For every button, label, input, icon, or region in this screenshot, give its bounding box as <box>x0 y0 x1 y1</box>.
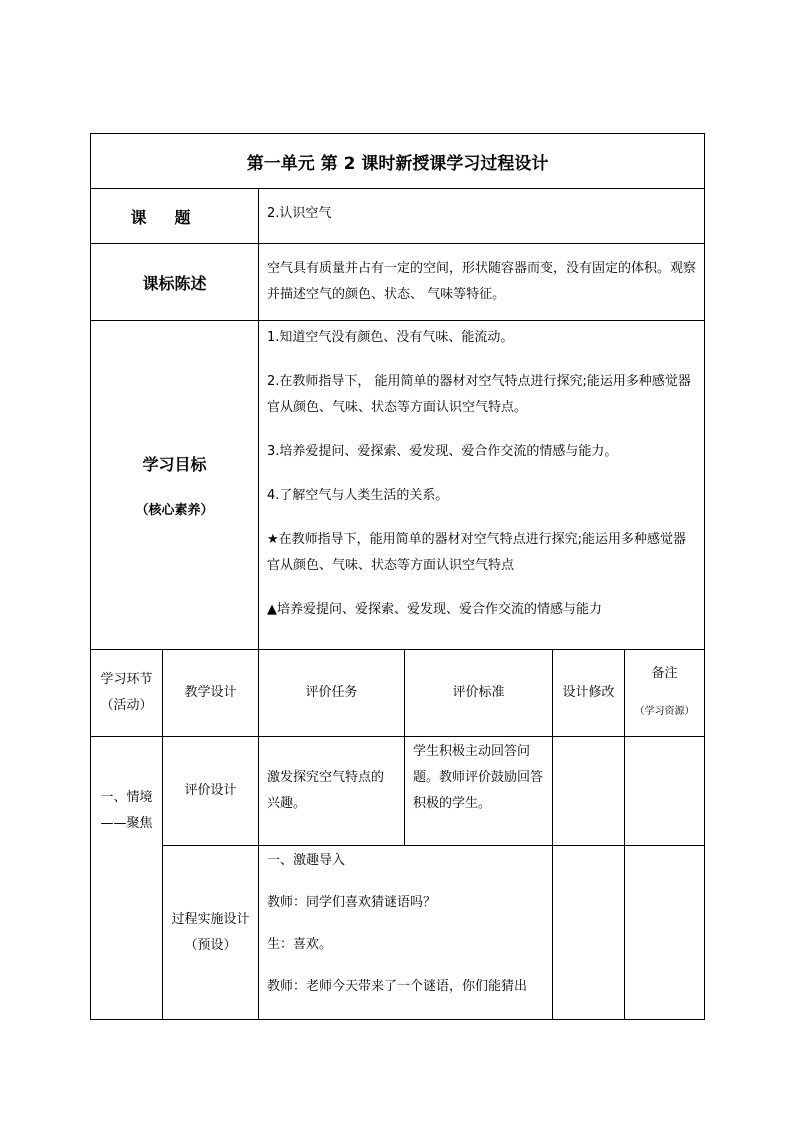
objectives-label-cell <box>91 321 259 650</box>
objective-item: ▲培养爱提问、爱探索、爱发现、爱合作交流的情感与能力 <box>267 602 602 617</box>
objective-item: ★在教师指导下，能用简单的器材对空气特点进行探究;能运用多种感觉器官从颜色、气味、状态等方面认识空气特点 <box>267 532 687 573</box>
objective-item: 2.在教师指导下， 能用简单的器材对空气特点进行探究;能运用多种感觉器官从颜色、气味、状态等方面认识空气特点。 <box>267 374 691 415</box>
col-header-task: 评价任务 <box>259 650 405 737</box>
stage-1-name: 一、情境——聚焦 <box>91 737 163 1020</box>
col-header-notes-sub: （学习资源） <box>634 706 695 717</box>
eval-criteria: 学生积极主动回答问题。教师评价鼓励回答积极的学生。 <box>405 737 553 846</box>
document-title: 第一单元 第 2 课时新授课学习过程设计 <box>91 134 705 189</box>
topic-label: 课题 <box>130 207 219 227</box>
process-notes-cell <box>625 846 705 1020</box>
col-header-revise: 设计修改 <box>553 650 625 737</box>
eval-notes-cell <box>625 737 705 846</box>
col-header-criteria: 评价标准 <box>405 650 553 737</box>
objectives-label: 学习目标 <box>142 455 207 474</box>
process-line: 教师：老师今天带来了一个谜语，你们能猜出 <box>267 979 528 994</box>
col-header-notes-cell <box>625 650 705 737</box>
col-header-notes: 备注 <box>651 666 678 681</box>
objective-item: 4.了解空气与人类生活的关系。 <box>267 488 449 503</box>
process-line: 生：喜欢。 <box>267 937 333 952</box>
process-content <box>259 846 553 1020</box>
topic-label-cell <box>91 189 259 244</box>
process-label: 过程实施设计（预设） <box>163 846 259 1020</box>
objectives-sublabel: （核心素养） <box>135 503 214 518</box>
objectives-list <box>259 321 705 650</box>
lesson-plan-table <box>90 133 705 1020</box>
eval-revise-cell <box>553 737 625 846</box>
objective-item: 3.培养爱提问、爱探索、爱发现、爱合作交流的情感与能力。 <box>267 444 618 459</box>
col-header-stage: 学习环节（活动） <box>91 650 163 737</box>
eval-design-label: 评价设计 <box>163 737 259 846</box>
eval-task: 激发探究空气特点的兴趣。 <box>259 737 405 846</box>
col-header-design: 教学设计 <box>163 650 259 737</box>
topic-value: 2.认识空气 <box>259 189 705 244</box>
standard-text: 空气具有质量并占有一定的空间，形状随容器而变，没有固定的体积。观察并描述空气的颜色、状态、 气味等特征。 <box>259 244 705 321</box>
objective-item: 1.知道空气没有颜色、没有气味、能流动。 <box>267 330 514 345</box>
standard-label: 课标陈述 <box>91 244 259 321</box>
process-line: 一、激趣导入 <box>267 853 346 868</box>
process-revise-cell <box>553 846 625 1020</box>
process-line: 教师：同学们喜欢猜谜语吗？ <box>267 895 437 910</box>
